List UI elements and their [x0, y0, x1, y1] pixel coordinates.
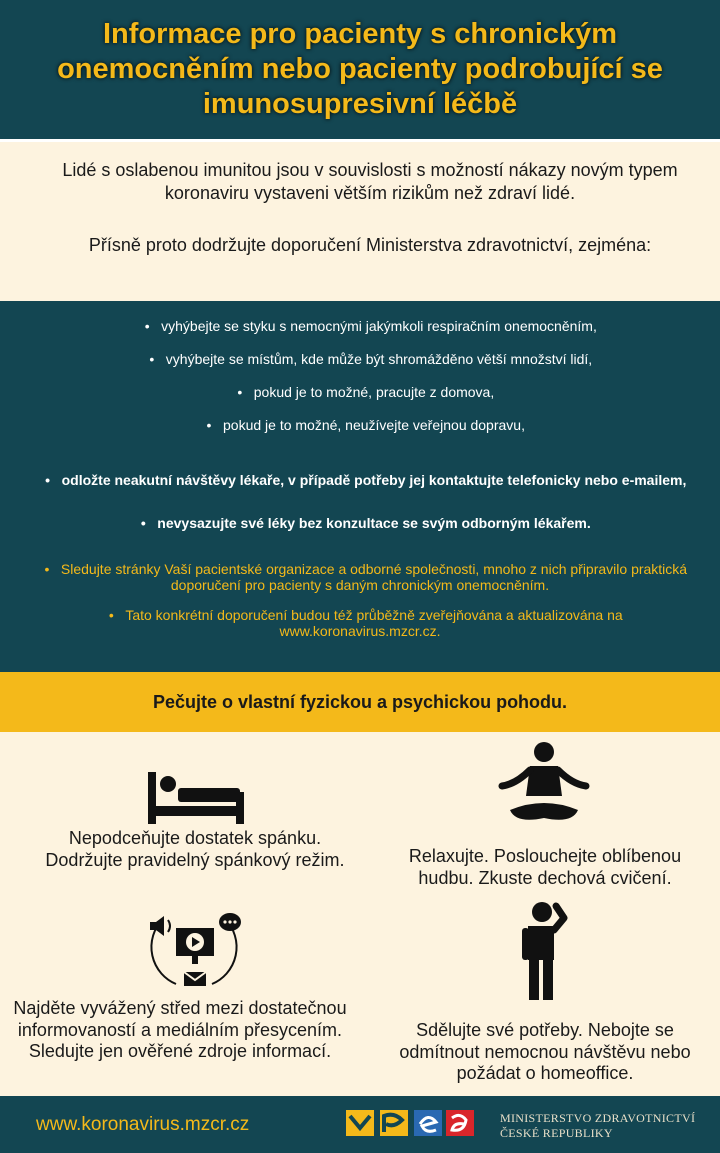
intro-paragraph: Lidé s oslabenou imunitou jsou v souvislosti s možností nákazy novým typem koronaviru vystaveni větším rizikům než zdraví lidé.: [62, 160, 678, 203]
wellbeing-heading-bar: [0, 672, 720, 732]
meditation-icon: [498, 740, 590, 828]
thinking-person-icon: [518, 900, 572, 1002]
recommendations-section: [0, 301, 720, 672]
tip-relax: Relaxujte. Poslouchejte oblíbenou hudbu. Zkuste dechová cvičení.: [408, 846, 682, 888]
media-icon: [146, 898, 244, 992]
footer: [0, 1096, 720, 1153]
recommendation-item: • Sledujte stránky Vaší pacientské organizace a odborné společnosti, mnoho z nich připravilo praktická doporučení pro pacienty s daným chronickým onemocněním.: [44, 561, 688, 594]
wellbeing-heading: Pečujte o vlastní fyzickou a psychickou pohodu.: [152, 691, 568, 712]
recommendation-item: • odložte neakutní návštěvy lékaře, v případě potřeby jej kontaktujte telefonicky nebo e-mailem,: [45, 472, 687, 488]
ministry-name: MINISTERSTVO ZDRAVOTNICTVÍ ČESKÉ REPUBLIKY: [500, 1111, 696, 1140]
page-title: Informace pro pacienty s chronickým onemocněním nebo pacienty podrobující se imunosupresivní léčbě: [57, 18, 663, 120]
header: [0, 0, 720, 142]
recommendation-item: • nevysazujte své léky bez konzultace se svým odborným lékařem.: [140, 515, 591, 531]
wellbeing-tips: [0, 732, 720, 1096]
bed-icon: [146, 768, 246, 826]
website-link[interactable]: www.koronavirus.mzcr.cz: [36, 1114, 250, 1135]
recommendation-item: • vyhýbejte se styku s nemocnými jakýmkoli respiračním onemocněním,: [144, 318, 597, 334]
tip-communicate: Sdělujte své potřeby. Nebojte se odmítnout nemocnou návštěvu nebo požádat o homeoffice.: [399, 1020, 691, 1084]
recommendation-item: • pokud je to možné, pracujte z domova,: [237, 384, 495, 400]
intro-instruction: Přísně proto dodržujte doporučení Ministerstva zdravotnictví, zejména:: [88, 235, 652, 255]
recommendation-item: • pokud je to možné, neužívejte veřejnou dopravu,: [206, 417, 525, 433]
recommendation-item: • Tato konkrétní doporučení budou též průběžně zveřejňována a aktualizována na www.koronavirus.mzcr.cz.: [108, 607, 623, 640]
ministry-logo-icon: [346, 1108, 474, 1138]
recommendation-item: • vyhýbejte se místům, kde může být shromážděno větší množství lidí,: [149, 351, 593, 367]
intro-section: [0, 145, 720, 301]
tip-information: Najděte vyvážený střed mezi dostatečnou informovaností a mediálním přesycením. Sledujte jen ověřené zdroje informací.: [13, 998, 347, 1062]
tip-sleep: Nepodceňujte dostatek spánku. Dodržujte pravidelný spánkový režim.: [45, 828, 345, 870]
